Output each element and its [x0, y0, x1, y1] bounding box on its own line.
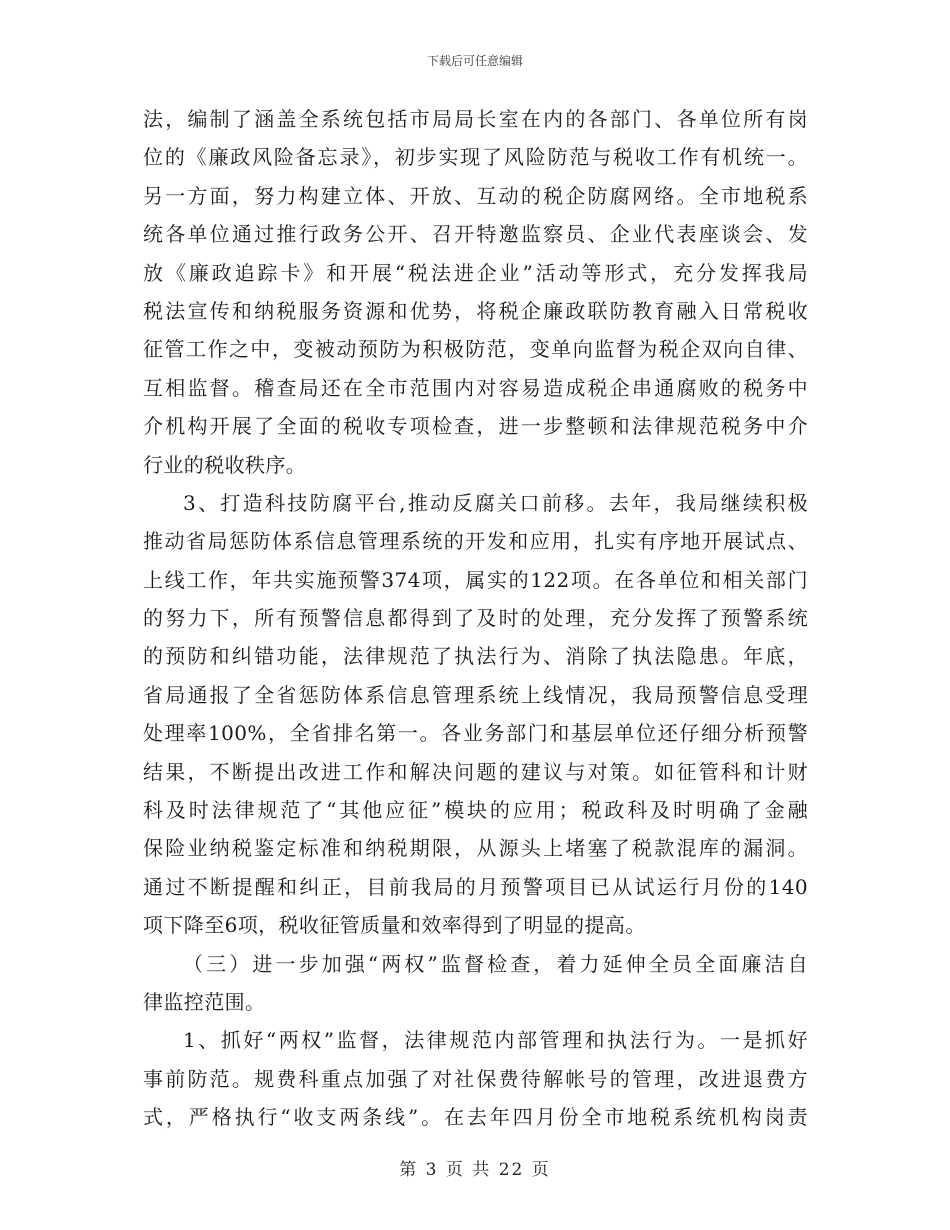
- text-line: 征管工作之中，变被动预防为积极防范，变单向监督为税企双向自律、: [143, 337, 808, 362]
- text-line: （三）进一步加强“两权”监督检查，着力延伸全员全面廉洁自: [183, 951, 808, 976]
- text-line: 3、打造科技防腐平台,推动反腐关口前移。去年，我局继续积极: [183, 490, 808, 515]
- text-line: 律监控范围。: [143, 989, 266, 1014]
- text-line: 法，编制了涵盖全系统包括市局局长室在内的各部门、各单位所有岗: [143, 107, 808, 131]
- text-line: 处理率100%，全省排名第一。各业务部门和基层单位还仔细分析预警: [143, 721, 808, 746]
- document-body: [143, 100, 808, 1137]
- text-line: 保险业纳税鉴定标准和纳税期限，从源头上堵塞了税款混库的漏洞。: [143, 836, 808, 861]
- text-line: 放《廉政追踪卡》和开展“税法进企业”活动等形式，充分发挥我局: [143, 260, 808, 285]
- text-line: 结果，不断提出改进工作和解决问题的建议与对策。如征管科和计财: [143, 759, 808, 784]
- text-line: 上线工作，年共实施预警374项，属实的122项。在各单位和相关部门: [143, 567, 808, 592]
- text-line: 推动省局惩防体系信息管理系统的开发和应用，扎实有序地开展试点、: [143, 529, 808, 554]
- page-number-footer: 第 3 页 共 22 页: [399, 1160, 551, 1180]
- text-line: 通过不断提醒和纠正，目前我局的月预警项目已从试运行月份的140: [143, 874, 808, 899]
- text-line: 位的《廉政风险备忘录》，初步实现了风险防范与税收工作有机统一。: [143, 145, 808, 170]
- text-line: 税法宣传和纳税服务资源和优势，将税企廉政联防教育融入日常税收: [143, 298, 808, 323]
- text-line: 另一方面，努力构建立体、开放、互动的税企防腐网络。全市地税系: [143, 183, 808, 208]
- text-line: 的预防和纠错功能，法律规范了执法行为、消除了执法隐患。年底，: [143, 644, 808, 669]
- text-line: 式，严格执行“收支两条线”。在去年四月份全市地税系统机构岗责: [143, 1105, 808, 1130]
- text-line: 介机构开展了全面的税收专项检查，进一步整顿和法律规范税务中介: [143, 414, 808, 439]
- page-header-note: 下载后可任意编辑: [426, 54, 523, 68]
- text-line: 1、抓好“两权”监督，法律规范内部管理和执法行为。一是抓好: [183, 1028, 808, 1053]
- text-line: 科及时法律规范了“其他应征”模块的应用；税政科及时明确了金融: [143, 798, 808, 823]
- text-line: 事前防范。规费科重点加强了对社保费待解帐号的管理，改进退费方: [143, 1066, 808, 1091]
- text-line: 统各单位通过推行政务公开、召开特邀监察员、企业代表座谈会、发: [143, 222, 808, 247]
- text-line: 省局通报了全省惩防体系信息管理系统上线情况，我局预警信息受理: [143, 682, 808, 707]
- text-line: 的努力下，所有预警信息都得到了及时的处理，充分发挥了预警系统: [143, 606, 808, 631]
- text-line: 项下降至6项，税收征管质量和效率得到了明显的提高。: [143, 913, 646, 938]
- text-line: 互相监督。稽查局还在全市范围内对容易造成税企串通腐败的税务中: [143, 375, 808, 400]
- text-line: 行业的税收秩序。: [143, 452, 307, 477]
